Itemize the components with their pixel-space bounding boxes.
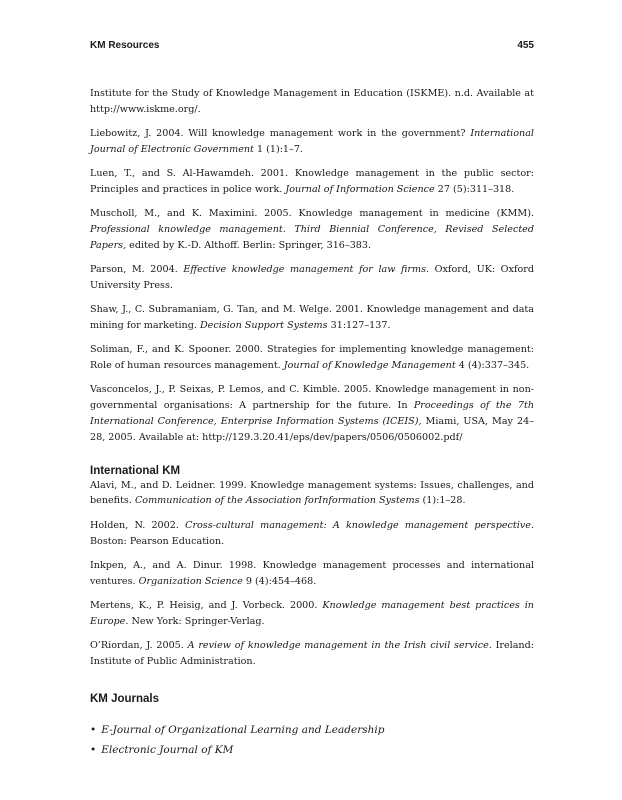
km-resources-reference-list	[90, 86, 534, 446]
reference-entry: Mertens, K., P. Heisig, and J. Vorbeck. 2000. Knowledge management best practices in Europe. New York: Springer-Verlag.	[90, 599, 534, 627]
reference-entry: Luen, T., and S. Al-Hawamdeh. 2001. Knowledge management in the public sector: Principles and practices in police work. Journal of Information Science 27 (5):311–318.	[90, 168, 534, 195]
reference-entry: Shaw, J., C. Subramaniam, G. Tan, and M. Welge. 2001. Knowledge management and data mining for marketing. Decision Support Systems 31:127–137.	[90, 304, 534, 332]
international-km-reference-list	[90, 478, 534, 670]
reference-entry: Alavi, M., and D. Leidner. 1999. Knowledge management systems: Issues, challenges, and benefits. Communication of the Association forInformation Systems (1):1–28.	[90, 479, 534, 507]
section-heading-international-km: International KM	[90, 464, 181, 477]
page-content	[90, 86, 534, 760]
reference-entry: Institute for the Study of Knowledge Management in Education (ISKME). n.d. Available at http://www.iskme.org/.	[90, 88, 534, 115]
running-head: KM Resources	[90, 40, 160, 51]
section-heading-km-journals: KM Journals	[90, 692, 160, 705]
reference-entry: Liebowitz, J. 2004. Will knowledge management work in the government? International Journal of Electronic Government 1 (1):1–7.	[90, 128, 534, 155]
reference-entry: O’Riordan, J. 2005. A review of knowledge management in the Irish civil service. Ireland: Institute of Public Administration.	[90, 640, 534, 667]
journal-item: • E-Journal of Organizational Learning and Leadership	[90, 720, 534, 740]
journal-item: • Electronic Journal of KM	[90, 740, 534, 760]
reference-entry: Parson, M. 2004. Effective knowledge management for law firms. Oxford, UK: Oxford University Press.	[90, 264, 534, 291]
journal-list	[90, 720, 534, 760]
reference-entry: Holden, N. 2002. Cross-cultural management: A knowledge management perspective. Boston: Pearson Education.	[90, 519, 534, 547]
page-header	[90, 40, 534, 51]
reference-entry: Inkpen, A., and A. Dinur. 1998. Knowledge management processes and international ventures. Organization Science 9 (4):454–468.	[90, 559, 534, 587]
reference-entry: Vasconcelos, J., P. Seixas, P. Lemos, and C. Kimble. 2005. Knowledge management in non-governmental organisations: A partnership for the future. In Proceedings of the 7th International Conference, Enterprise Information Systems (ICEIS), Miami, USA, May 24–28, 2005. Available at: http://129.3.20.41/eps/dev/papers/0506/0506002.pdf/	[90, 384, 534, 443]
reference-entry: Muscholl, M., and K. Maximini. 2005. Knowledge management in medicine (KMM). Professional knowledge management. Third Biennial Conference, Revised Selected Papers, edited by K.-D. Althoff. Berlin: Springer, 316–383.	[90, 208, 534, 251]
reference-entry: Soliman, F., and K. Spooner. 2000. Strategies for implementing knowledge management: Role of human resources management. Journal of Knowledge Management 4 (4):337–345.	[90, 344, 534, 372]
page-number: 455	[517, 40, 534, 51]
